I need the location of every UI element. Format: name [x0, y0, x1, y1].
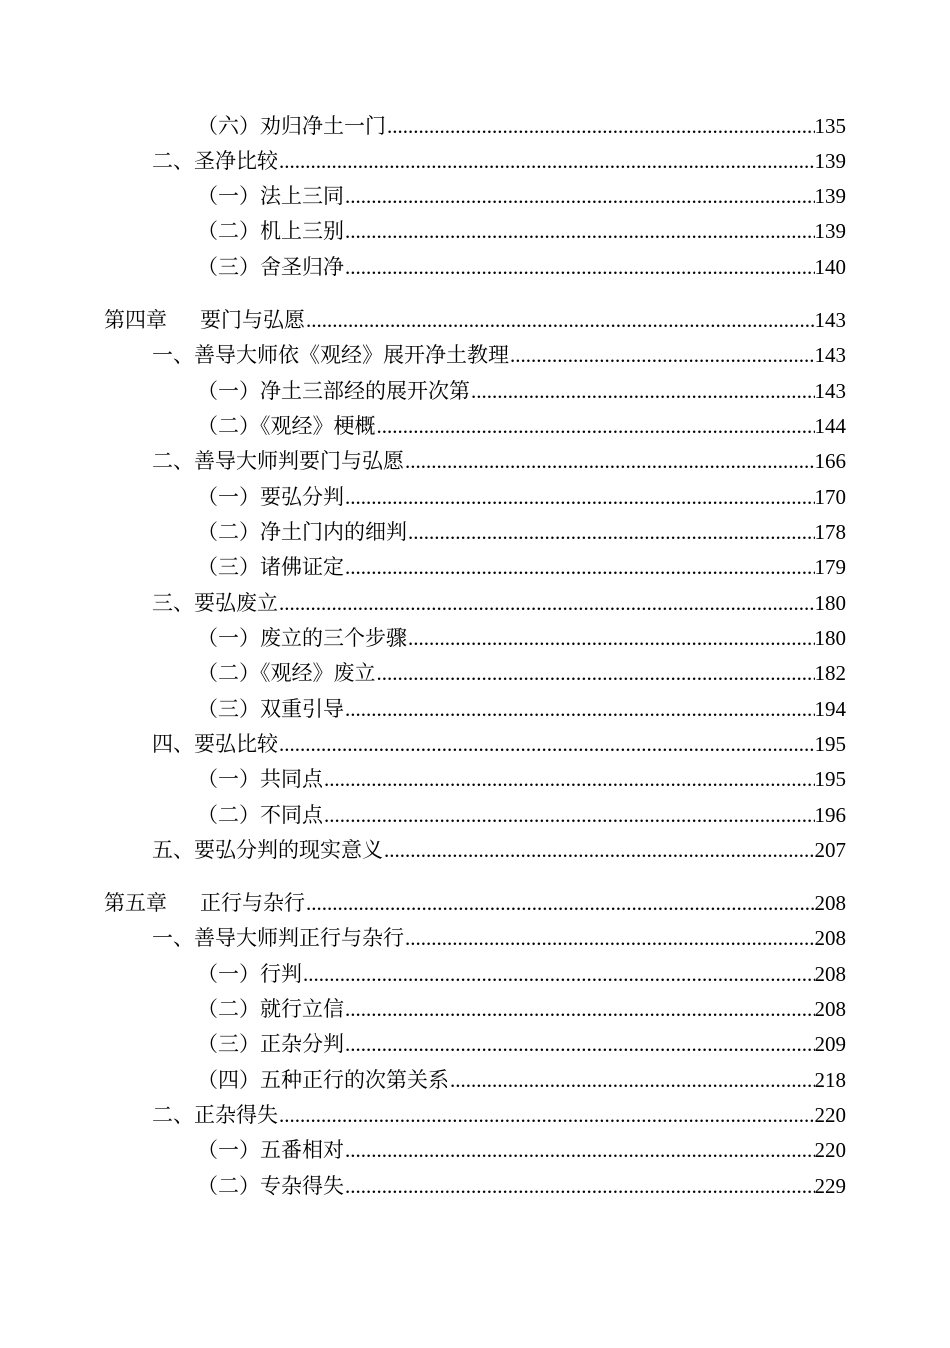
toc-entry-page: 220	[814, 1138, 846, 1162]
dot-leader	[344, 216, 815, 246]
toc-entry-title: （一）行判	[197, 962, 302, 986]
toc-entry-page: 166	[814, 449, 846, 473]
toc-chapter-entry[interactable]	[104, 305, 846, 335]
dot-leader	[305, 888, 815, 918]
toc-entry-title: （二）就行立信	[197, 997, 344, 1021]
dot-leader	[376, 411, 815, 441]
toc-entry[interactable]	[197, 994, 846, 1024]
dot-leader	[344, 1171, 815, 1201]
toc-entry[interactable]	[197, 216, 846, 246]
toc-entry[interactable]	[197, 623, 846, 653]
toc-entry-page: 139	[814, 149, 846, 173]
toc-entry-title: （二）《观经》废立	[197, 661, 376, 685]
toc-entry-title: （六）劝归净土一门	[197, 114, 386, 138]
dot-leader	[344, 1135, 815, 1165]
toc-entry[interactable]	[197, 694, 846, 724]
toc-entry-page: 140	[814, 255, 846, 279]
toc-entry-page: 179	[814, 555, 846, 579]
toc-entry[interactable]	[152, 588, 846, 618]
toc-entry-title: 正行与杂行	[200, 891, 305, 915]
toc-entry-page: 195	[814, 732, 846, 756]
toc-entry-title: （四）五种正行的次第关系	[197, 1068, 449, 1092]
chapter-number: 第五章	[104, 891, 167, 915]
toc-entry-title: （一）净土三部经的展开次第	[197, 379, 470, 403]
toc-entry[interactable]	[197, 482, 846, 512]
dot-leader	[278, 146, 815, 176]
dot-leader	[344, 252, 815, 282]
toc-entry-page: 207	[814, 838, 846, 862]
toc-entry[interactable]	[197, 1171, 846, 1201]
dot-leader	[386, 111, 815, 141]
toc-entry[interactable]	[197, 376, 846, 406]
toc-entry-title: 二、正杂得失	[152, 1103, 278, 1127]
toc-entry[interactable]	[152, 1100, 846, 1130]
dot-leader	[509, 340, 815, 370]
dot-leader	[278, 588, 815, 618]
toc-entry[interactable]	[197, 1029, 846, 1059]
toc-entry[interactable]	[197, 658, 846, 688]
dot-leader	[278, 1100, 815, 1130]
toc-entry-page: 135	[814, 114, 846, 138]
toc-chapter-entry[interactable]	[104, 888, 846, 918]
dot-leader	[404, 923, 815, 953]
toc-entry-title: （三）诸佛证定	[197, 555, 344, 579]
dot-leader	[407, 623, 815, 653]
toc-entry-title: 四、要弘比较	[152, 732, 278, 756]
toc-entry[interactable]	[152, 146, 846, 176]
toc-entry[interactable]	[197, 959, 846, 989]
toc-entry-page: 178	[814, 520, 846, 544]
dot-leader	[344, 482, 815, 512]
toc-entry-page: 208	[814, 997, 846, 1021]
toc-entry-page: 218	[814, 1068, 846, 1092]
toc-entry[interactable]	[197, 411, 846, 441]
dot-leader	[344, 1029, 815, 1059]
toc-entry-title: 要门与弘愿	[200, 308, 305, 332]
dot-leader	[344, 181, 815, 211]
toc-entry[interactable]	[197, 800, 846, 830]
toc-entry-page: 170	[814, 485, 846, 509]
toc-entry-title: （三）双重引导	[197, 697, 344, 721]
dot-leader	[323, 764, 815, 794]
toc-entry-title: 二、善导大师判要门与弘愿	[152, 449, 404, 473]
toc-entry-title: （二）净土门内的细判	[197, 520, 407, 544]
dot-leader	[344, 694, 815, 724]
toc-entry[interactable]	[152, 923, 846, 953]
toc-entry-page: 195	[814, 767, 846, 791]
toc-entry-title: （一）法上三同	[197, 184, 344, 208]
dot-leader	[383, 835, 815, 865]
toc-entry[interactable]	[197, 1065, 846, 1095]
toc-entry[interactable]	[152, 446, 846, 476]
toc-entry-page: 144	[814, 414, 846, 438]
dot-leader	[470, 376, 815, 406]
toc-entry[interactable]	[197, 111, 846, 141]
toc-entry[interactable]	[197, 552, 846, 582]
toc-entry-page: 182	[814, 661, 846, 685]
dot-leader	[376, 658, 815, 688]
toc-entry-title: 一、善导大师判正行与杂行	[152, 926, 404, 950]
dot-leader	[344, 552, 815, 582]
toc-entry-title: 二、圣净比较	[152, 149, 278, 173]
toc-entry-title: 五、要弘分判的现实意义	[152, 838, 383, 862]
toc-entry-page: 194	[814, 697, 846, 721]
toc-entry-title: （二）不同点	[197, 803, 323, 827]
toc-entry[interactable]	[197, 252, 846, 282]
toc-entry-page: 208	[814, 926, 846, 950]
toc-entry-page: 180	[814, 626, 846, 650]
toc-entry-page: 220	[814, 1103, 846, 1127]
dot-leader	[449, 1065, 815, 1095]
toc-entry-title: 一、善导大师依《观经》展开净土教理	[152, 343, 509, 367]
dot-leader	[344, 994, 815, 1024]
toc-entry-title: （三）正杂分判	[197, 1032, 344, 1056]
dot-leader	[404, 446, 815, 476]
toc-entry[interactable]	[197, 517, 846, 547]
toc-entry[interactable]	[152, 340, 846, 370]
toc-entry[interactable]	[152, 729, 846, 759]
toc-entry-page: 180	[814, 591, 846, 615]
toc-entry[interactable]	[197, 181, 846, 211]
dot-leader	[278, 729, 815, 759]
toc-entry-title: （三）舍圣归净	[197, 255, 344, 279]
toc-entry-page: 208	[814, 962, 846, 986]
toc-entry-title: （二）机上三别	[197, 219, 344, 243]
toc-entry-title: （一）要弘分判	[197, 485, 344, 509]
toc-entry-title: （二）《观经》梗概	[197, 414, 376, 438]
toc-entry-page: 139	[814, 184, 846, 208]
toc-entry-title: （一）共同点	[197, 767, 323, 791]
dot-leader	[302, 959, 815, 989]
dot-leader	[407, 517, 815, 547]
toc-entry-page: 208	[814, 891, 846, 915]
toc-entry-title: （一）五番相对	[197, 1138, 344, 1162]
chapter-number: 第四章	[104, 308, 167, 332]
toc-entry-title: 三、要弘废立	[152, 591, 278, 615]
toc-entry-page: 143	[814, 308, 846, 332]
toc-entry-title: （二）专杂得失	[197, 1174, 344, 1198]
toc-entry-page: 209	[814, 1032, 846, 1056]
toc-entry-page: 139	[814, 219, 846, 243]
toc-entry-page: 229	[814, 1174, 846, 1198]
dot-leader	[305, 305, 815, 335]
toc-entry-page: 143	[814, 343, 846, 367]
toc-entry-title: （一）废立的三个步骤	[197, 626, 407, 650]
toc-entry[interactable]	[197, 764, 846, 794]
toc-entry[interactable]	[197, 1135, 846, 1165]
toc-entry-page: 196	[814, 803, 846, 827]
toc-entry-page: 143	[814, 379, 846, 403]
toc-entry[interactable]	[152, 835, 846, 865]
dot-leader	[323, 800, 815, 830]
